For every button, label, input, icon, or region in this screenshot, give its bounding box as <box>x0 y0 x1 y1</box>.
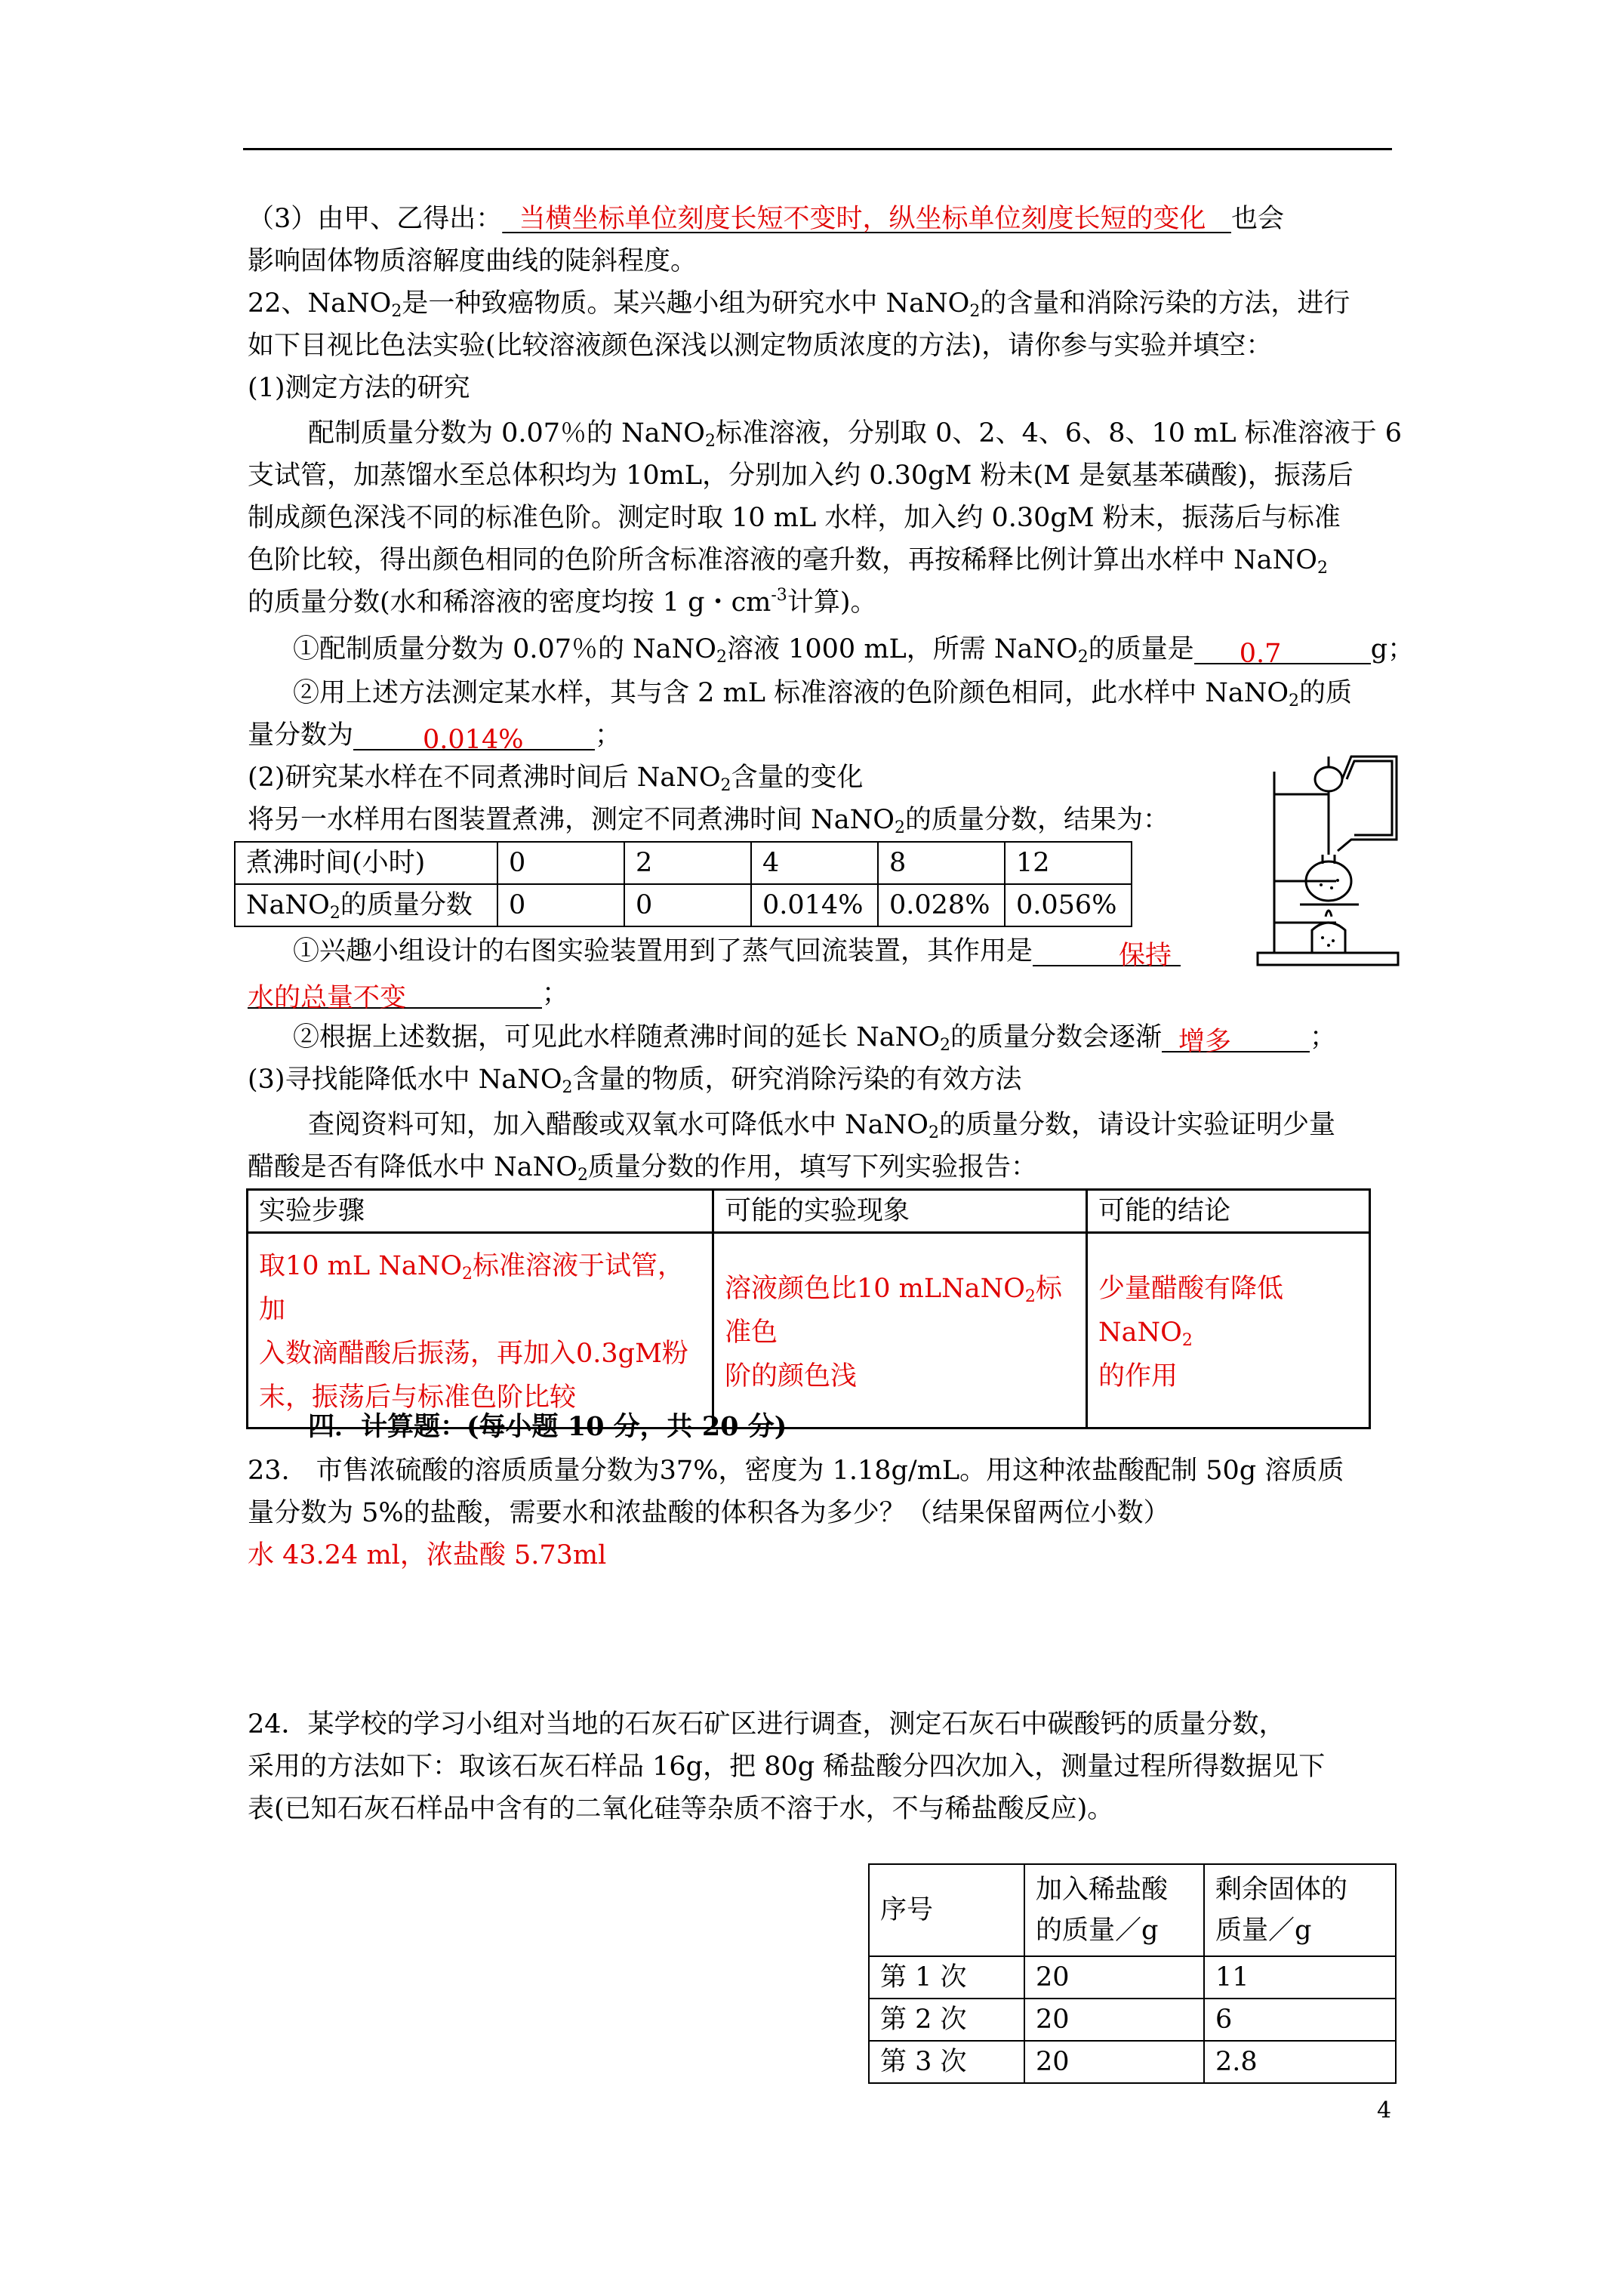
q22-s2-q2: ②根据上述数据，可见此水样随煮沸时间的延长 NaNO$_2$的质量分数会逐渐 增多 ； <box>293 1022 1336 1057</box>
reflux-apparatus-figure <box>1253 726 1404 975</box>
boiling-table <box>234 841 1132 927</box>
q22-s3-para-line2: 醋酸是否有降低水中 NaNO$_2$质量分数的作用，填写下列实验报告： <box>248 1152 1037 1185</box>
q22-s2-q1-line2: 水的总量不变 ； <box>248 978 569 1013</box>
q22-s2-para: 将另一水样用右图装置煮沸，测定不同煮沸时间 NaNO$_2$的质量分数，结果为： <box>248 805 1169 837</box>
q23-answer: 水 43.24 ml，浓盐酸 5.73ml <box>248 1540 607 1570</box>
q22-s3-para-line1: 查阅资料可知，加入醋酸或双氧水可降低水中 NaNO$_2$的质量分数，请设计实验证明少量 <box>308 1110 1335 1142</box>
q23-line2: 量分数为 5%的盐酸，需要水和浓盐酸的体积各为多少？（结果保留两位小数） <box>248 1498 1170 1528</box>
q24-line2: 采用的方法如下：取该石灰石样品 16g，把 80g 稀盐酸分四次加入，测量过程所得数据见下 <box>248 1752 1326 1782</box>
q22-s1-para-line4: 色阶比较，得出颜色相同的色阶所含标准溶液的毫升数，再按稀释比例计算出水样中 NaNO$_2$ <box>248 545 1328 578</box>
q22-section3-title: (3)寻找能降低水中 NaNO$_2$含量的物质，研究消除污染的有效方法 <box>248 1065 1022 1097</box>
experiment-report-table <box>246 1188 1371 1429</box>
table-row: 煮沸时间(小时) 0 2 4 8 12 <box>235 842 1132 884</box>
q22-s1-para-line1: 配制质量分数为 0.07％的 NaNO$_2$标准溶液，分别取 0、2、4、6、8、10 mL 标准溶液于 6 <box>308 418 1403 451</box>
q22-intro-line1: 22、NaNO$_2$是一种致癌物质。某兴趣小组为研究水中 NaNO$_2$的含量和消除污染的方法，进行 <box>248 288 1350 321</box>
table-row: 第 2 次 20 6 <box>869 1999 1396 2041</box>
table-row: 序号 加入稀盐酸 的质量／g 剩余固体的 质量／g <box>869 1864 1396 1956</box>
q22-s2-q2-answer-blank: 增多 <box>1162 1021 1310 1052</box>
section4-title: 四．计算题：(每小题 10 分，共 20 分) <box>308 1411 787 1442</box>
q22-s1-para-line2: 支试管，加蒸馏水至总体积均为 10mL，分别加入约 0.30gM 粉未(M 是氨基苯磺酸)，振荡后 <box>248 461 1354 491</box>
q24-line3: 表(已知石灰石样品中含有的二氧化硅等杂质不溶于水，不与稀盐酸反应)。 <box>248 1794 1114 1824</box>
q22-s1-para-line3: 制成颜色深浅不同的标准色阶。测定时取 10 mL 水样，加入约 0.30gM 粉末，振荡后与标准 <box>248 503 1341 533</box>
page-number: 4 <box>1377 2097 1392 2124</box>
table-row: 第 1 次 20 11 <box>869 1956 1396 1999</box>
q22-q2-line1: ②用上述方法测定某水样，其与含 2 mL 标准溶液的色阶颜色相同，此水样中 NaNO$_2$的质 <box>293 678 1353 710</box>
table-row: 实验步骤 可能的实验现象 可能的结论 <box>248 1190 1370 1233</box>
table-row: NaNO$_2$的质量分数 0 0 0.014% 0.028% 0.056% <box>235 884 1132 926</box>
q23-line1: 23. 市售浓硫酸的溶质质量分数为37%，密度为 1.18g/mL。用这种浓盐酸配制 50g 溶质质 <box>248 1456 1344 1486</box>
q21-p3-answer: 当横坐标单位刻度长短不变时，纵坐标单位刻度长短的变化 <box>519 204 1206 234</box>
q22-s2-q1-line1: ①兴趣小组设计的右图实验装置用到了蒸气回流装置，其作用是 保持 <box>293 930 1181 972</box>
q22-intro-line2: 如下目视比色法实验(比较溶液颜色深浅以测定物质浓度的方法)，请你参与实验并填空： <box>248 331 1273 361</box>
q22-q2-line2: 量分数为 0.014% ； <box>248 720 622 755</box>
table-row: 第 3 次 20 2.8 <box>869 2041 1396 2083</box>
q21-p3-line2: 影响固体物质溶解度曲线的陡斜程度。 <box>248 246 698 276</box>
q22-s1-para-line5: 的质量分数(水和稀溶液的密度均按 1 g・$cm^{-3}$计算)。 <box>248 586 877 618</box>
q24-line1: 24．某学校的学习小组对当地的石灰石矿区进行调查，测定石灰石中碳酸钙的质量分数， <box>248 1709 1286 1740</box>
q22-s2-q1-answer-blank: 保持 <box>1033 935 1181 966</box>
q22-q1-answer-blank: 0.7 <box>1194 633 1371 664</box>
table-row: 取10 mL NaNO$_2$标准溶液于试管，加 入数滴醋酸后振荡，再加入0.3gM粉 末，振荡后与标准色阶比较 溶液颜色比10 mLNaNO$_2$标准色 阶的颜色浅 少量醋酸有降低NaNO$_2$ 的作用 <box>248 1233 1370 1428</box>
q22-q2-answer-blank: 0.014% <box>353 719 595 750</box>
limestone-table <box>868 1863 1397 2084</box>
q22-section1-title: (1)测定方法的研究 <box>248 373 470 403</box>
header-rule <box>243 148 1392 150</box>
q21-p3-line1: （3）由甲、乙得出： 当横坐标单位刻度长短不变时，纵坐标单位刻度长短的变化 也会 <box>248 204 1284 234</box>
q22-section2-title: (2)研究某水样在不同煮沸时间后 NaNO$_2$含量的变化 <box>248 763 864 795</box>
q22-q1: ①配制质量分数为 0.07％的 NaNO$_2$溶液 1000 mL，所需 NaNO$_2$的质量是 0.7 g； <box>293 634 1415 669</box>
